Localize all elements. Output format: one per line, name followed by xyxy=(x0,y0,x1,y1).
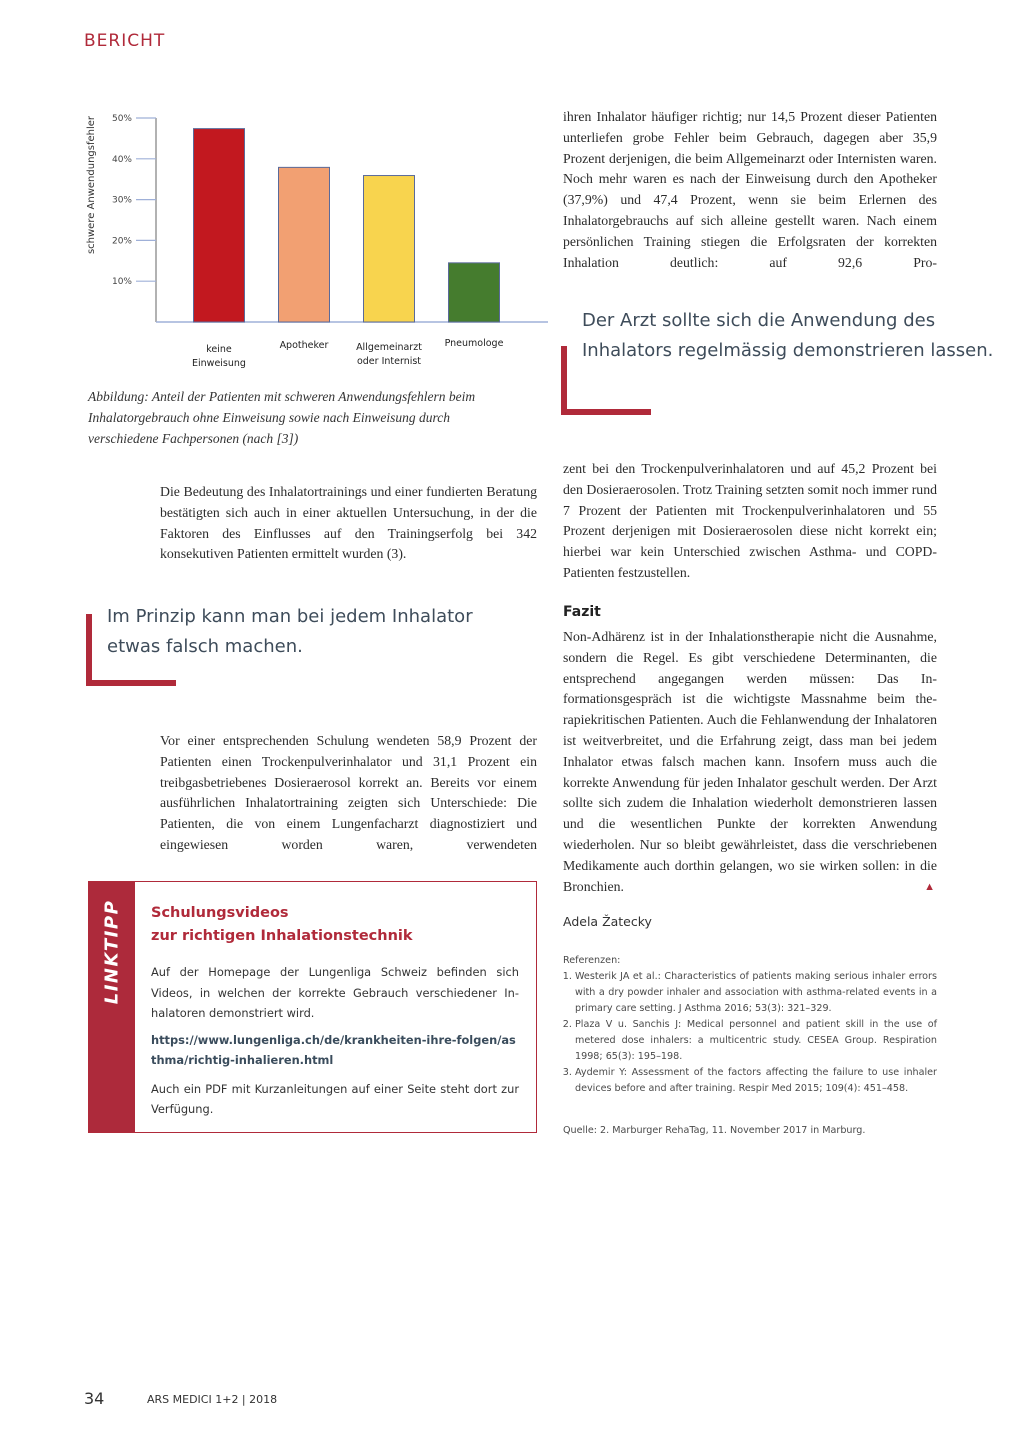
x-category-label: Apotheker xyxy=(279,340,329,351)
linktipp-label: LINKTIPP xyxy=(101,899,123,1005)
pullquote-bracket-horizontal xyxy=(561,409,651,415)
linktipp-title xyxy=(151,902,531,948)
x-category-label: Pneumologe xyxy=(444,338,504,349)
paragraph-text: zent bei den Trockenpulverinhalatoren und auf 45,2 Prozent bei den Dosieraerosolen. Trotz Training setzten somit noch immer rund 7 Prozent der Patienten mit Trockenpulverinhalatoren und 55 Prozent derjenigen mit Dosieraerosolen diese nicht korrekt ein; hierbei war kein Unterschied zwischen Asthma- und COPD-Patienten festzustellen. xyxy=(563,461,937,580)
bar-pneumologe xyxy=(449,263,500,322)
end-of-article-triangle-icon: ▲ xyxy=(924,880,935,893)
y-tick-label: 50% xyxy=(111,114,132,124)
x-category-label: oder Internist xyxy=(356,356,422,367)
linktipp-sidebar xyxy=(89,882,135,1132)
body-paragraph-schulung xyxy=(160,731,537,856)
linktipp-text: Auch ein PDF mit Kurzanleitungen auf einer Seite steht dort zur Verfügung. xyxy=(151,1081,519,1116)
pullquote-right: Der Arzt sollte sich die Anwendung des Inhalators regelmässig demonstrieren lassen. xyxy=(582,310,994,361)
paragraph-text xyxy=(563,627,937,897)
body-paragraph-results xyxy=(563,107,937,273)
references-list xyxy=(563,969,937,1097)
source-note: Quelle: 2. Marburger RehaTag, 11. November 2017 in Marburg. xyxy=(563,1125,866,1136)
linktipp-url-link[interactable]: https://www.lungenliga.ch/de/krankheiten-ihre-folgen/asthma/richtig-inhalieren.html xyxy=(151,1032,516,1067)
section-heading: BERICHT xyxy=(84,31,166,51)
bar-chart xyxy=(78,100,548,380)
linktipp-title-line: Schulungsvideos xyxy=(151,905,289,921)
bar-allgemeinarzt-oder-internist xyxy=(364,176,415,322)
pullquote-left: Im Prinzip kann man bei jedem Inhalator etwas falsch machen. xyxy=(107,606,473,657)
x-category-label: keine xyxy=(206,344,232,355)
y-tick-label: 20% xyxy=(111,236,132,247)
pullquote-bracket-vertical xyxy=(86,614,92,686)
author-name: Adela Žatecky xyxy=(563,914,652,929)
x-category-label: Allgemeinarzt xyxy=(356,342,422,353)
reference-item: 3. Aydemir Y: Assessment of the factors affecting the failure to use inhaler devices before and after training. Respir Med 2015; 109(4): 451–458. xyxy=(575,1065,937,1097)
references xyxy=(563,953,937,1097)
paragraph-text: ihren Inhalator häufiger richtig; nur 14,5 Prozent dieser Patienten unterliefen grobe Fehler beim Gebrauch, dagegen aber 35,9 Prozent derjenigen, die beim Allgemeinarzt oder Internisten waren. Noch mehr waren es nach der Einweisung durch den Apotheker (37,9%) und 47,4 Prozent, wenn sie beim Erlernen des Inhalatorgebrauchs auf sich alleine gestellt waren. Nach einem persönlichen Training stiegen die Erfolgsraten der korrekten Inhalation deutlich: auf 92,6 Pro- xyxy=(563,109,937,270)
linktipp-body xyxy=(151,962,519,1126)
y-tick-label: 30% xyxy=(111,195,132,206)
paragraph-text: Die Bedeutung des Inhalatortrainings und einer fundierten Beratung bestätigten sich auch in einer aktuellen Untersuchung, in der die Faktoren des Einflusses auf den Trainingserfolg bei 342 konsekutiven Patienten ermittelt wurden (3). xyxy=(160,484,537,562)
y-axis-label: schwere Anwendungsfehler xyxy=(86,115,97,255)
bar-keine-einweisung xyxy=(194,129,245,322)
linktipp-title-line: zur richtigen Inhalationstechnik xyxy=(151,928,413,944)
reference-item: 1. Westerik JA et al.: Characteristics of patients making serious inhaler errors with a dry powder inhaler and association with asthma-related events in a primary care setting. J Asthma 2016; 53(3): 321–329. xyxy=(575,969,937,1017)
figure-caption: Abbildung: Anteil der Patienten mit schweren Anwendungsfehlern beim Inhalatorgebrauch ohne Einweisung sowie nach Einweisung durch verschiedene Fachpersonen (nach [3]) xyxy=(88,389,476,446)
body-paragraph-training-results xyxy=(563,459,937,584)
fazit-paragraph xyxy=(563,627,937,897)
magazine-issue: ARS MEDICI 1+2 | 2018 xyxy=(147,1393,278,1406)
paragraph-text: Vor einer entsprechenden Schulung wendeten 58,9 Prozent der Patienten einen Trockenpulverinhalator und 31,1 Prozent ein treibgasbetriebenes Dosieraerosol korrekt an. Bereits vor einem ausführlichen Inhalatortraining zeigten sich Unterschiede: Die Patienten, die von einem Lungenfacharzt diagnostiziert und eingewiesen worden waren, verwendeten xyxy=(160,733,537,852)
references-heading: Referenzen: xyxy=(563,955,621,966)
pullquote-bracket-horizontal xyxy=(86,680,176,686)
linktipp-text: Auf der Homepage der Lungenliga Schweiz befinden sich Videos, in welchen der korrekte Gebrauch verschiedener Inhalatoren demonstriert wird. xyxy=(151,965,519,1020)
fazit-text: Non-Adhärenz ist in der Inhalationstherapie nicht die Ausnahme, sondern die Regel. Es gibt verschiedene Determinanten, die entsprechend angegangen werden müssen: Das Informationsgespräch ist die wichtigste Massnahme beim therapiekritischen Patienten. Auch die Fehlanwendung der Inhalatoren ist weitverbreitet, und die Erfahrung zeigt, dass man bei jedem Inhalator etwas falsch machen kann. Insofern muss auch die korrekte Anwendung für jeden Inhalator geschult werden. Der Arzt sollte sich zudem die Inhalation wiederholt demonstrieren lassen und die wesentlichen Punkte der korrekten Anwendung wiederholen. Nur so bleibt gewährleistet, dass die verschriebenen Medikamente auch dorthin gelangen, wo sie wirken sollen: in die Bronchien. xyxy=(563,629,937,894)
linktipp-box xyxy=(88,881,537,1133)
bar-apotheker xyxy=(279,167,330,322)
body-paragraph-training xyxy=(160,482,537,565)
page-number: 34 xyxy=(84,1389,105,1408)
y-tick-label: 40% xyxy=(111,154,132,165)
pullquote-bracket-vertical xyxy=(561,346,567,414)
x-category-label: Einweisung xyxy=(192,358,246,369)
y-tick-label: 10% xyxy=(111,277,132,288)
fazit-heading: Fazit xyxy=(563,604,601,620)
reference-item: 2. Plaza V u. Sanchis J: Medical personnel and patient skill in the use of metered dose inhalers: a multicentric study. CESEA Group. Respiration 1998; 65(3): 195–198. xyxy=(575,1017,937,1065)
